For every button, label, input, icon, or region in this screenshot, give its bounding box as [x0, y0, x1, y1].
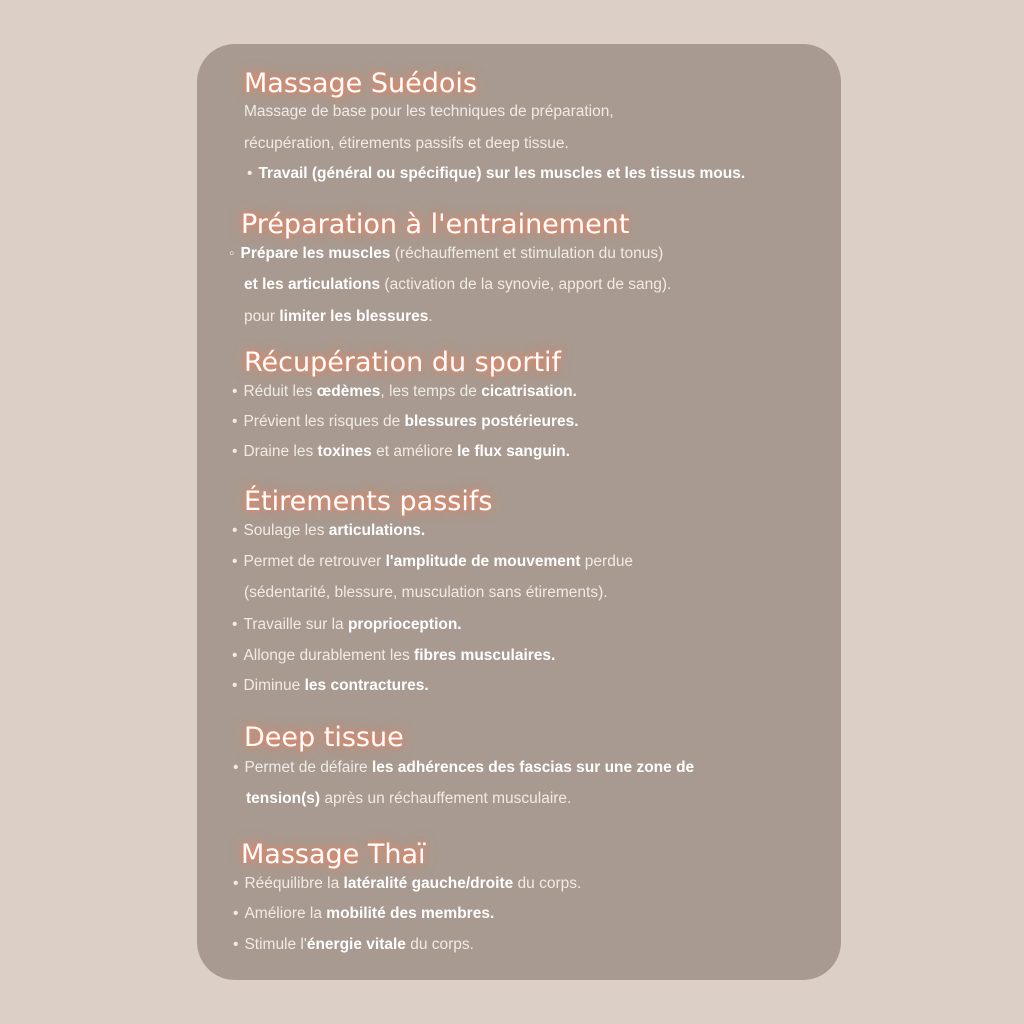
- body-text: Rééquilibre la: [244, 875, 344, 892]
- section-line: [232, 444, 570, 460]
- bullet-icon: •: [232, 677, 238, 694]
- body-text: Améliore la: [244, 905, 327, 922]
- section-line: [244, 585, 608, 601]
- emphasis-text: et les articulations: [244, 276, 381, 293]
- emphasis-text: les contractures.: [304, 677, 429, 694]
- section-line: [232, 414, 579, 430]
- body-text: Massage de base pour les techniques de préparation,: [244, 103, 614, 120]
- body-text: Prévient les risques de: [243, 413, 405, 430]
- section-title: Récupération du sportif: [244, 347, 562, 378]
- body-text: Soulage les: [243, 522, 329, 539]
- body-text: récupération, étirements passifs et deep tissue.: [244, 135, 569, 152]
- section-line: [232, 648, 555, 664]
- section-line: [244, 277, 671, 293]
- section-line: [232, 554, 633, 570]
- section-line: [233, 876, 581, 892]
- section-title: Massage Suédois: [244, 68, 477, 99]
- section-line: [232, 523, 425, 539]
- section-line: [247, 166, 745, 182]
- body-text: Réduit les: [243, 383, 317, 400]
- body-text: Allonge durablement les: [243, 647, 415, 664]
- body-text: du corps.: [405, 936, 474, 953]
- emphasis-text: les adhérences des fascias sur une zone de: [371, 759, 695, 776]
- emphasis-text: le flux sanguin.: [457, 443, 570, 460]
- body-text: perdue: [580, 553, 634, 570]
- section-line: [229, 246, 663, 262]
- body-text: .: [428, 308, 433, 325]
- body-text: , les temps de: [380, 383, 482, 400]
- section-line: [232, 617, 462, 633]
- bullet-icon: •: [233, 759, 239, 776]
- body-text: et améliore: [371, 443, 458, 460]
- section-line: [232, 678, 429, 694]
- section-line: [233, 906, 494, 922]
- body-text: Permet de retrouver: [243, 553, 386, 570]
- body-text: Diminue: [243, 677, 305, 694]
- body-text: (réchauffement et stimulation du tonus): [390, 245, 664, 262]
- emphasis-text: l'amplitude de mouvement: [385, 553, 581, 570]
- emphasis-text: énergie vitale: [306, 936, 406, 953]
- section-line: [233, 937, 474, 953]
- section-title: Massage Thaï: [241, 839, 426, 870]
- emphasis-text: fibres musculaires.: [414, 647, 556, 664]
- bullet-icon: •: [233, 936, 239, 953]
- section-title: Préparation à l'entrainement: [241, 209, 630, 240]
- body-text: après un réchauffement musculaire.: [320, 790, 572, 807]
- section-title: Deep tissue: [244, 722, 404, 753]
- section-line: [233, 760, 694, 776]
- bullet-icon: ◦: [229, 245, 235, 262]
- bullet-icon: •: [233, 875, 239, 892]
- emphasis-text: cicatrisation.: [481, 383, 577, 400]
- section-line: [246, 791, 571, 807]
- bullet-icon: •: [232, 443, 238, 460]
- emphasis-text: blessures postérieures.: [404, 413, 579, 430]
- body-text: Travaille sur la: [243, 616, 348, 633]
- section-title: Étirements passifs: [244, 486, 493, 517]
- services-card: [197, 44, 841, 980]
- emphasis-text: œdèmes: [316, 383, 381, 400]
- body-text: du corps.: [513, 875, 582, 892]
- section-line: [244, 104, 614, 120]
- emphasis-text: Prépare les muscles: [240, 245, 391, 262]
- bullet-icon: •: [232, 522, 238, 539]
- body-text: (activation de la synovie, apport de sang).: [380, 276, 672, 293]
- body-text: (sédentarité, blessure, musculation sans étirements).: [244, 584, 608, 601]
- body-text: Permet de défaire: [244, 759, 372, 776]
- emphasis-text: limiter les blessures: [279, 308, 429, 325]
- bullet-icon: •: [232, 616, 238, 633]
- body-text: Stimule l': [244, 936, 307, 953]
- bullet-icon: •: [232, 647, 238, 664]
- bullet-icon: •: [232, 383, 238, 400]
- bullet-icon: •: [232, 413, 238, 430]
- body-text: pour: [244, 308, 280, 325]
- section-line: [232, 384, 577, 400]
- body-text: Draine les: [243, 443, 318, 460]
- emphasis-text: toxines: [317, 443, 372, 460]
- section-line: [244, 309, 433, 325]
- emphasis-text: latéralité gauche/droite: [343, 875, 514, 892]
- section-line: [244, 136, 569, 152]
- emphasis-text: tension(s): [246, 790, 321, 807]
- bullet-icon: •: [233, 905, 239, 922]
- emphasis-text: Travail (général ou spécifique) sur les muscles et les tissus mous.: [258, 165, 746, 182]
- bullet-icon: •: [232, 553, 238, 570]
- emphasis-text: articulations.: [328, 522, 426, 539]
- emphasis-text: mobilité des membres.: [326, 905, 495, 922]
- emphasis-text: proprioception.: [347, 616, 462, 633]
- bullet-icon: •: [247, 165, 253, 182]
